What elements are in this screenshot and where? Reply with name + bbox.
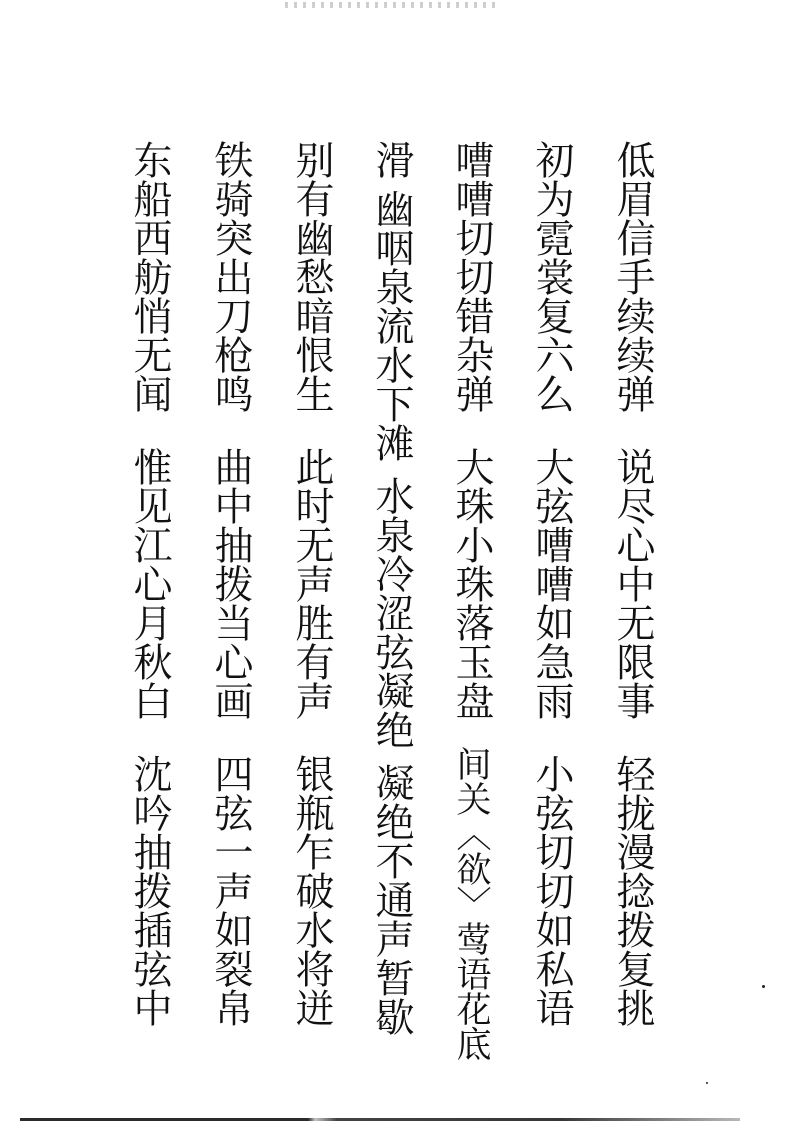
phrase: 沈吟抽拨插弦中 [127, 754, 172, 1027]
phrase: 银瓶乍破水将迸 [289, 754, 334, 1027]
scan-speck [762, 985, 765, 988]
phrase: 初为霓裳复六么 [529, 140, 574, 413]
phrase: 嘈嘈切切错杂弹 [449, 140, 494, 413]
phrase: 大珠小珠落玉盘 [449, 447, 494, 720]
phrase: 间关〈欲〉莺语花底 [451, 746, 491, 1061]
text-column-6 [201, 140, 251, 1027]
text-column-3 [442, 140, 492, 1061]
text-column-7 [120, 140, 170, 1027]
phrase: 幽咽泉流水下滩 [369, 189, 414, 462]
phrase: 说尽心中无限事 [610, 447, 655, 720]
scan-smudge-top [285, 2, 495, 8]
phrase: 水泉冷涩弦凝绝 [369, 476, 414, 749]
text-column-5 [282, 140, 332, 1027]
phrase: 四弦一声如裂帛 [208, 754, 253, 1027]
phrase: 大弦嘈嘈如急雨 [529, 447, 574, 720]
phrase: 轻拢漫捻拨复挑 [610, 754, 655, 1027]
text-column-2 [522, 140, 572, 1027]
phrase: 铁骑突出刀枪鸣 [208, 140, 253, 413]
scan-speck [706, 1082, 708, 1084]
phrase: 滑 [369, 140, 414, 179]
scan-edge-bottom [20, 1118, 740, 1121]
phrase: 此时无声胜有声 [289, 447, 334, 720]
phrase: 低眉信手续续弹 [610, 140, 655, 413]
text-column-1 [603, 140, 653, 1027]
phrase: 曲中抽拨当心画 [208, 447, 253, 720]
phrase: 东船西舫悄无闻 [127, 140, 172, 413]
phrase: 惟见江心月秋白 [127, 447, 172, 720]
phrase: 小弦切切如私语 [529, 754, 574, 1027]
phrase: 凝绝不通声暂歇 [369, 763, 414, 1036]
phrase: 别有幽愁暗恨生 [289, 140, 334, 413]
text-column-4 [362, 140, 412, 1036]
